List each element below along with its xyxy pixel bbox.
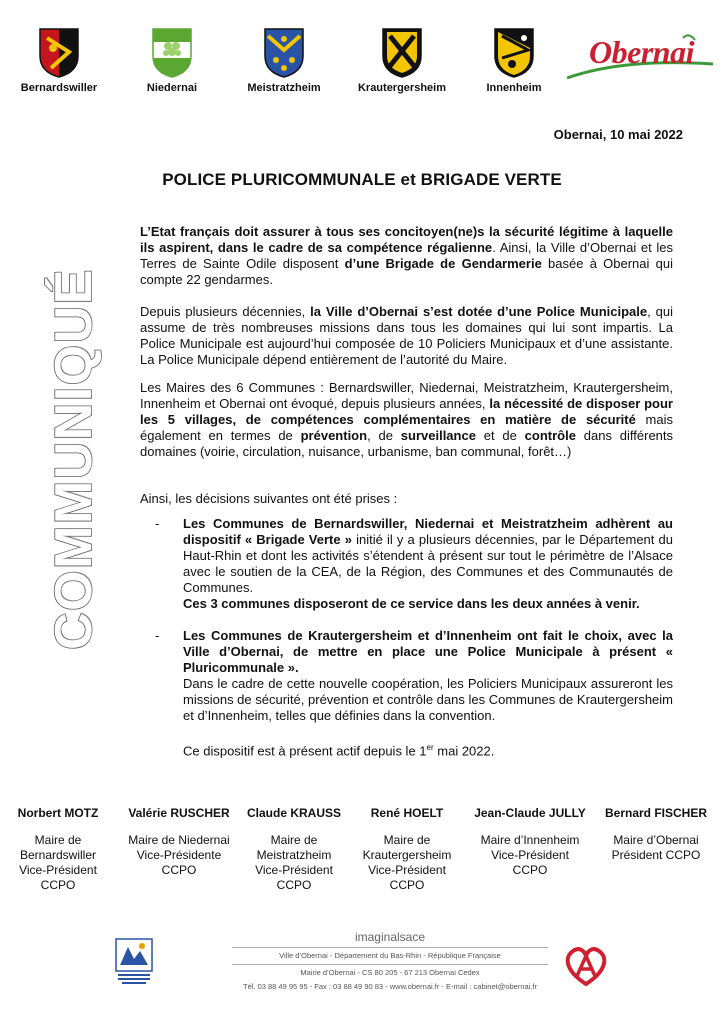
footer-divider bbox=[232, 964, 548, 965]
commune-name: Innenheim bbox=[486, 82, 542, 94]
signatory-role-line: Vice-Président bbox=[19, 863, 97, 877]
signatory-role-line: CCPO bbox=[389, 878, 425, 892]
text-run: Les Communes de Krautergersheim et d’Innenheim ont fait le choix, avec la Ville d’Obernai, de mettre en place une Police Municipale à présent « Pluricommunale ». bbox=[183, 628, 673, 675]
commune-bernardswiller bbox=[4, 28, 114, 94]
signatory-role-line: Vice-Président bbox=[368, 863, 446, 877]
footer-line-3: Tél. 03 88 49 95 95 - Fax : 03 88 49 90 83 - www.obernai.fr - E-mail : cabinet@obernai.fr bbox=[242, 982, 538, 991]
signatory-role-line: Maire de bbox=[270, 833, 318, 847]
alsace-logo-icon bbox=[561, 944, 611, 988]
signatory-role-line: Président CCPO bbox=[611, 848, 701, 862]
list-item-1-note: Ces 3 communes disposeront de ce service dans les deux années à venir. bbox=[183, 596, 640, 611]
text-run: prévention bbox=[300, 428, 368, 443]
page-title: POLICE PLURICOMMUNALE et BRIGADE VERTE bbox=[162, 170, 562, 189]
commune-niedernai bbox=[117, 28, 227, 94]
imaginalsace-logo-text: imaginalsace bbox=[354, 930, 426, 944]
signatory-role-line: Maire de bbox=[383, 833, 431, 847]
text-run: et de bbox=[475, 428, 525, 443]
imaginalsace-logo bbox=[230, 930, 550, 944]
footer-line-2: Mairie d’Obernai - CS 80 205 - 67 213 Obernai Cedex bbox=[300, 968, 480, 977]
signatory-role-line: Meistratzheim bbox=[256, 848, 332, 862]
text-run: , de bbox=[367, 428, 401, 443]
signatory-hoelt bbox=[349, 806, 465, 893]
signatory-role bbox=[121, 833, 237, 878]
commune-innenheim bbox=[459, 28, 569, 94]
commune-name: Krautergersheim bbox=[357, 82, 447, 94]
plus-beaux-detours-de-france-badge-icon bbox=[114, 937, 154, 987]
list-item-1-text bbox=[183, 516, 673, 595]
text-run: L’Etat français doit assurer à tous ses concitoyen(ne)s la sécurité légitime à laquelle ils aspirent, dans le cadre de sa compétence régalienne bbox=[140, 224, 673, 255]
text-run: surveillance bbox=[400, 428, 476, 443]
signatory-role-line: Vice-Président bbox=[255, 863, 333, 877]
commune-name: Meistratzheim bbox=[247, 82, 321, 94]
signatory-role bbox=[236, 833, 352, 893]
signatory-role-line: Maire de Niedernai bbox=[128, 833, 230, 847]
text-run: la nécessité de disposer pour les 5 villages, de compétences complémentaires en matière de sécurité bbox=[140, 396, 673, 427]
signatory-role-line: Maire d’Obernai bbox=[613, 833, 699, 847]
signatory-role bbox=[598, 833, 714, 863]
signatory-krauss bbox=[236, 806, 352, 893]
signatory-fischer bbox=[598, 806, 714, 863]
signatory-jully bbox=[472, 806, 588, 878]
final-text-after: mai 2022. bbox=[433, 743, 495, 759]
commune-name: Bernardswiller bbox=[20, 82, 98, 94]
signatory-role-line: Maire de bbox=[34, 833, 82, 847]
paragraph-2 bbox=[140, 304, 673, 368]
signatory-role-line: CCPO bbox=[512, 863, 548, 877]
communique-side-label: COMMUNIQUÉ bbox=[45, 268, 103, 650]
obernai-logo-text: Obernai bbox=[589, 34, 694, 70]
signatory-role bbox=[349, 833, 465, 893]
signatory-role-line: CCPO bbox=[161, 863, 197, 877]
text-run: la Ville d’Obernai s’est dotée d’une Police Municipale bbox=[310, 304, 648, 319]
signatory-name: Valérie RUSCHER bbox=[128, 806, 230, 820]
signatory-name: Bernard FISCHER bbox=[604, 806, 708, 820]
list-item-2-text bbox=[183, 628, 673, 675]
niedernai-coat-of-arms-icon bbox=[152, 28, 192, 78]
signatory-name: René HOELT bbox=[370, 806, 444, 820]
meistratzheim-coat-of-arms-icon bbox=[264, 28, 304, 78]
commune-meistratzheim bbox=[229, 28, 339, 94]
signatory-role-line: CCPO bbox=[40, 878, 76, 892]
list-bullet: - bbox=[155, 628, 160, 643]
signatory-role bbox=[472, 833, 588, 878]
text-run: mais également en termes de bbox=[140, 412, 674, 443]
commune-krautergersheim bbox=[347, 28, 457, 94]
text-run: Depuis plusieurs décennies, bbox=[140, 304, 311, 319]
list-item-2-continuation: Dans le cadre de cette nouvelle coopération, les Policiers Municipaux assureront les missions de sécurité, prévention et contrôle dans les Communes de Krautergersheim et d’Innenheim, telles que définies dans la convention. bbox=[183, 676, 673, 723]
signatory-name: Jean-Claude JULLY bbox=[474, 806, 586, 820]
text-run: , qui assume de très nombreuses missions dans tous les domaines qui lui sont impartis. La Police Municipale est aujourd’hui composée de 10 Policiers Municipaux et d’une assistante. La Police Municipale dépend entièrement de l’autorité du Maire. bbox=[140, 304, 673, 367]
commune-name: Niedernai bbox=[146, 82, 198, 94]
signatory-role bbox=[0, 833, 116, 893]
text-run: basée à Obernai qui compte 22 gendarmes. bbox=[140, 256, 673, 287]
text-run: initié il y a plusieurs décennies, par le Département du Haut-Rhin et dont les activités s’étendent à présent sur tout le périmètre de l’Alsace avec le soutien de la CEA, de la Région, des Communes et des Communautés de Communes. bbox=[183, 532, 673, 595]
signatory-name: Norbert MOTZ bbox=[17, 806, 99, 820]
text-run: . Ainsi, la Ville d’Obernai et les Terres de Sainte Odile disposent bbox=[140, 240, 673, 271]
paragraph-4: Ainsi, les décisions suivantes ont été prises : bbox=[140, 491, 398, 506]
list-item-police-pluricommunale bbox=[183, 628, 673, 759]
obernai-logo bbox=[565, 34, 715, 84]
signatory-role-line: Vice-Présidente bbox=[136, 848, 222, 862]
final-text-sup: er bbox=[426, 743, 434, 752]
signatory-role-line: Krautergersheim bbox=[362, 848, 452, 862]
signatory-motz bbox=[0, 806, 116, 893]
bernardswiller-coat-of-arms-icon bbox=[39, 28, 79, 78]
paragraph-1 bbox=[140, 224, 673, 288]
footer-divider bbox=[232, 947, 548, 948]
signatory-role-line: Maire d’Innenheim bbox=[480, 833, 580, 847]
list-item-2-final bbox=[183, 740, 673, 759]
document-date: Obernai, 10 mai 2022 bbox=[553, 127, 683, 142]
text-run: Les Maires des 6 Communes : Bernardswiller, Niedernai, Meistratzheim, Krautergersheim, Innenheim et Obernai ont évoqué, depuis plusieurs années, bbox=[140, 380, 673, 411]
paragraph-3 bbox=[140, 380, 673, 460]
footer-line-1: Ville d’Obernai - Département du Bas-Rhin - République Française bbox=[279, 951, 501, 960]
footer-contact bbox=[230, 930, 550, 946]
footer-lines-2 bbox=[230, 966, 550, 994]
list-item-brigade-verte bbox=[183, 516, 673, 612]
signatory-name: Claude KRAUSS bbox=[246, 806, 341, 820]
final-text-before: Ce dispositif est à présent actif depuis le 1 bbox=[183, 743, 427, 759]
text-run: contrôle bbox=[524, 428, 576, 443]
list-bullet: - bbox=[155, 516, 160, 531]
krautergersheim-coat-of-arms-icon bbox=[382, 28, 422, 78]
signatory-role-line: Vice-Président bbox=[491, 848, 569, 862]
signatory-ruscher bbox=[121, 806, 237, 878]
footer-lines bbox=[230, 949, 550, 963]
signatory-role-line: CCPO bbox=[276, 878, 312, 892]
text-run: d’une Brigade de Gendarmerie bbox=[344, 256, 542, 271]
innenheim-coat-of-arms-icon bbox=[494, 28, 534, 78]
text-run: dans différents domaines (voirie, circulation, nuisance, urbanisme, ban communal, forêt…) bbox=[140, 428, 674, 459]
signatory-role-line: Bernardswiller bbox=[19, 848, 97, 862]
text-run: Les Communes de Bernardswiller, Niedernai et Meistratzheim adhèrent au dispositif « Brigade Verte » bbox=[183, 516, 673, 547]
